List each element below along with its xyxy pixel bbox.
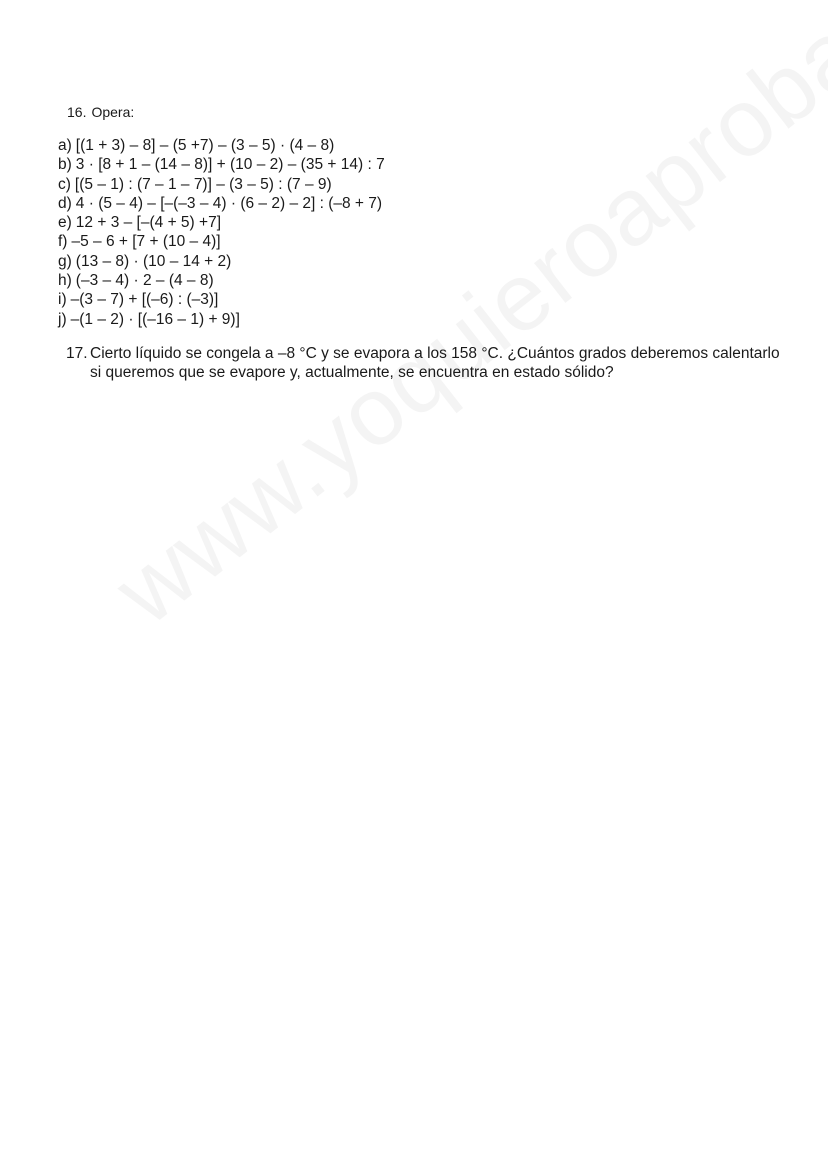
exercise-16-heading [67,104,134,120]
list-item [58,252,385,271]
list-item [58,175,385,194]
list-item [58,271,385,290]
item-label: b) [58,156,72,174]
item-label: a) [58,137,72,154]
item-expression: –5 – 6 + [7 + (10 – 4)] [71,233,221,251]
list-item [58,136,385,155]
item-expression: –(1 – 2) · [(–16 – 1) + 9)] [70,310,240,328]
item-label: h) [58,272,72,290]
list-item [58,290,385,309]
item-expression: (13 – 8) · (10 – 14 + 2) [75,252,232,270]
item-label: d) [58,194,72,212]
item-expression: 3 · [8 + 1 – (14 – 8)] + (10 – 2) – (35 + 14) : 7 [75,156,385,174]
list-item [58,213,385,232]
exercise-16-number: 16. [67,104,87,120]
item-label: e) [58,214,72,232]
exercise-17-number: 17. [66,345,88,362]
item-label: g) [58,252,72,270]
exercise-17 [66,344,786,383]
exercise-16-title: Opera: [91,104,135,120]
item-expression: 4 · (5 – 4) – [–(–3 – 4) · (6 – 2) – 2] : (–8 + 7) [75,194,383,212]
list-item [58,232,385,251]
list-item [58,194,385,213]
item-expression: [(1 + 3) – 8] – (5 +7) – (3 – 5) · (4 – 8) [75,137,335,154]
item-expression: [(5 – 1) : (7 – 1 – 7)] – (3 – 5) : (7 – 9) [74,175,332,193]
item-expression: 12 + 3 – [–(4 + 5) +7] [75,214,221,232]
item-label: j) [58,310,67,328]
list-item [58,310,385,329]
item-expression: –(3 – 7) + [(–6) : (–3)] [70,291,219,309]
exercise-17-text: Cierto líquido se congela a –8 °C y se evapora a los 158 °C. ¿Cuántos grados deberemos calentarlo si queremos que se evapore y, actualmente, se encuentra en estado sólido? [90,345,780,382]
item-label: i) [58,291,67,309]
list-item [58,155,385,174]
item-label: f) [58,233,68,251]
item-expression: (–3 – 4) · 2 – (4 – 8) [75,272,214,290]
exercise-16-list [58,136,385,329]
item-label: c) [58,175,71,193]
